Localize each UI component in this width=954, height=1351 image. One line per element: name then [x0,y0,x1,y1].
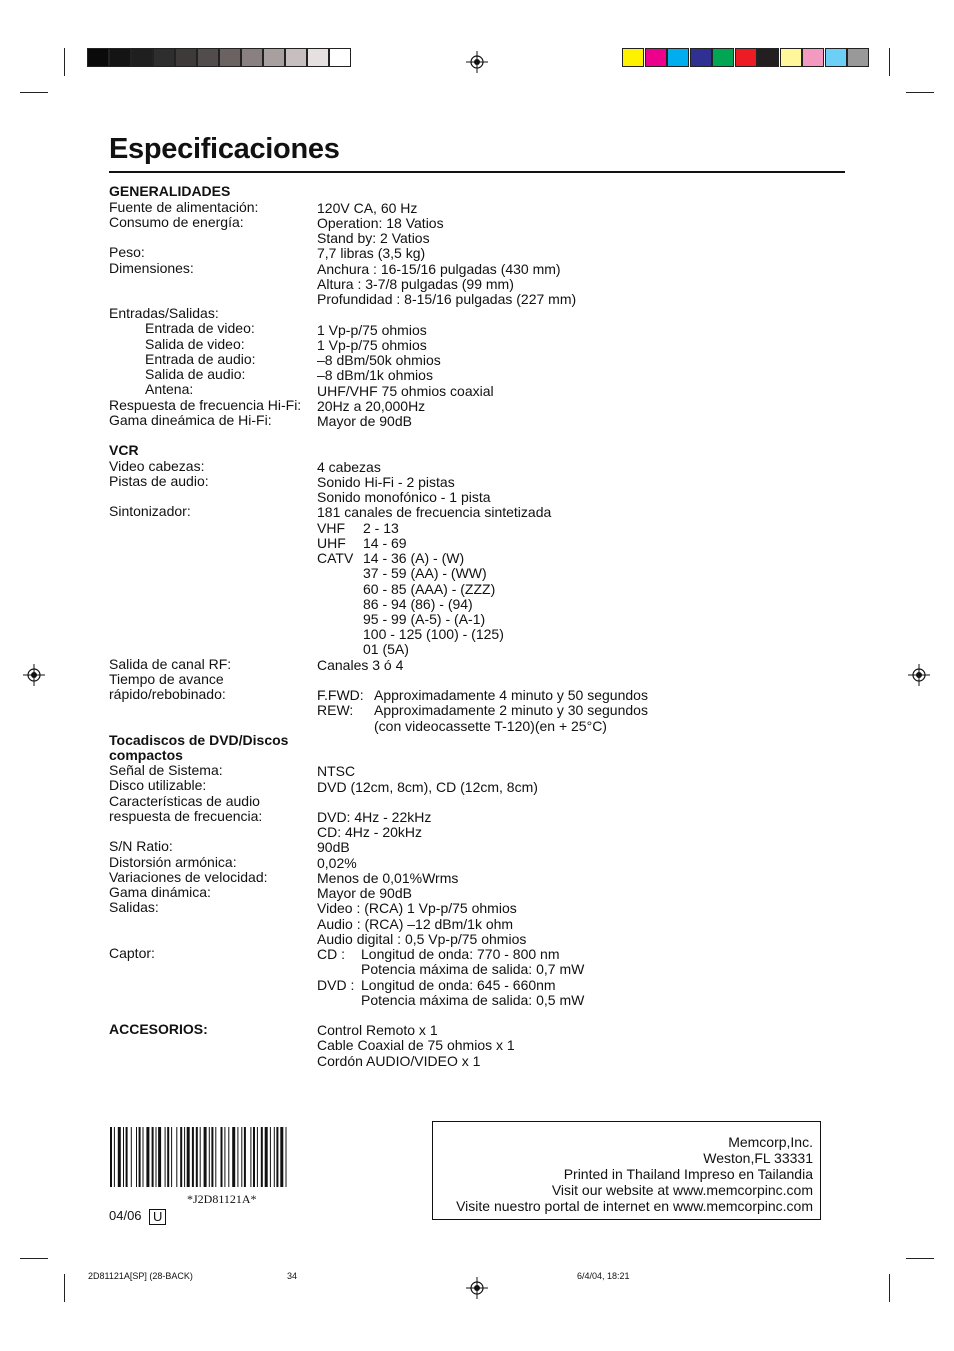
barcode-bar [250,1127,251,1187]
barcode-bar [114,1127,115,1187]
gray-swatch [329,48,351,67]
spec-value: 181 canales de frecuencia sintetizada [317,504,552,520]
gray-swatch [131,48,153,67]
spec-label: Entradas/Salidas: [109,305,219,321]
barcode-bar [196,1127,198,1187]
barcode-bar [139,1127,141,1187]
gray-swatch [197,48,219,67]
spec-value: Sonido Hi-Fi - 2 pistas [317,474,455,490]
barcode-bar [171,1127,172,1187]
spec-label: Señal de Sistema: [109,762,223,778]
spec-label: Antena: [145,381,194,397]
spec-value: CD: 4Hz - 20kHz [317,824,423,840]
spec-value: DVD (12cm, 8cm), CD (12cm, 8cm) [317,779,538,795]
spec-value: NTSC [317,763,356,779]
spec-label: Fuente de alimentación: [109,199,259,215]
color-swatch [802,48,824,67]
spec-value: REW: [317,702,354,718]
footer-page: 34 [287,1271,298,1281]
page-title: Especificaciones [109,133,340,165]
color-swatch [690,48,712,67]
spec-value: Operation: 18 Vatios [317,215,444,231]
spec-label: Características de audio [109,793,260,809]
spec-value: Approximadamente 4 minuto y 50 segundos [374,687,648,703]
spec-value: DVD: 4Hz - 22kHz [317,809,432,825]
barcode-bar [204,1127,207,1187]
spec-label: Video cabezas: [109,458,205,474]
color-swatch [757,48,779,67]
spec-value: Mayor de 90dB [317,413,412,429]
barcode-bar [224,1127,225,1187]
spec-label: respuesta de frecuencia: [109,808,263,824]
crop-mark [64,1274,65,1302]
printed-in: Printed in Thailand Impreso en Tailandia [563,1166,813,1182]
barcode-bar [110,1127,112,1187]
gray-swatch [87,48,109,67]
band-range: 14 - 69 [363,535,407,551]
color-swatch [780,48,802,67]
spec-label: Peso: [109,244,145,260]
crop-mark [889,48,890,76]
gray-swatch [109,48,131,67]
spec-value: DVD : [317,977,355,993]
crop-mark [889,1274,890,1302]
barcode-bar [237,1127,238,1187]
gray-swatch [285,48,307,67]
registration-mark-icon [466,51,488,73]
barcode-bar [192,1127,194,1187]
gray-swatch [307,48,329,67]
band-label: VHF [317,520,345,536]
band-range: 95 - 99 (A-5) - (A-1) [363,611,486,627]
spec-value: 4 cabezas [317,459,381,475]
registration-mark-icon [23,664,45,686]
barcode-bar [276,1127,278,1187]
spec-value: Audio : (RCA) –12 dBm/1k ohm [317,916,514,932]
spec-value: UHF/VHF 75 ohmios coaxial [317,383,494,399]
barcode-bar [136,1127,137,1187]
barcode-bar [280,1127,283,1187]
barcode-bar [211,1127,213,1187]
title-rule [109,171,845,173]
crop-mark [20,92,48,93]
barcode-bar [158,1127,161,1187]
barcode-bar [176,1127,177,1187]
barcode-bar [187,1127,190,1187]
barcode-bar [286,1127,287,1187]
color-swatch [735,48,757,67]
spec-value: Longitud de onda: 770 - 800 nm [361,946,560,962]
spec-value: Cordón AUDIO/VIDEO x 1 [317,1053,481,1069]
gray-swatch [219,48,241,67]
spec-label: Salida de video: [145,336,245,352]
footer-file: 2D81121A[SP] (28-BACK) [88,1271,193,1281]
color-swatch [712,48,734,67]
gray-swatch [153,48,175,67]
barcode-bar [253,1127,255,1187]
registration-mark-icon [908,664,930,686]
color-swatch [825,48,847,67]
barcode-bar [241,1127,242,1187]
spec-label: Entrada de video: [145,320,255,336]
company-name: Memcorp,Inc. [728,1134,813,1150]
spec-value: Stand by: 2 Vatios [317,230,430,246]
spec-label: Salida de audio: [145,366,246,382]
company-city: Weston,FL 33331 [703,1150,813,1166]
barcode-text: *J2D81121A* [187,1192,257,1206]
barcode-bar [180,1127,182,1187]
barcode-bar [123,1127,124,1187]
barcode-bar [156,1127,157,1187]
barcode-bar [261,1127,263,1187]
gray-swatch [175,48,197,67]
spec-label: Variaciones de velocidad: [109,869,268,885]
band-range: 60 - 85 (AAA) - (ZZZ) [363,581,496,597]
spec-value: 7,7 libras (3,5 kg) [317,245,426,261]
spec-value: –8 dBm/50k ohmios [317,352,441,368]
band-label: UHF [317,535,346,551]
footer-date: 6/4/04, 18:21 [577,1271,630,1281]
color-swatch [847,48,869,67]
spec-label: Gama dineámica de Hi-Fi: [109,412,272,428]
crop-mark [906,1258,934,1259]
barcode-bar [152,1127,154,1187]
band-range: 100 - 125 (100) - (125) [363,626,504,642]
crop-mark [906,92,934,93]
spec-value: F.FWD: [317,687,364,703]
spec-value: Control Remoto x 1 [317,1022,438,1038]
spec-label: Disco utilizable: [109,777,207,793]
barcode-bar [126,1127,128,1187]
band-range: 86 - 94 (86) - (94) [363,596,473,612]
registration-mark-icon [466,1277,488,1299]
barcode-bar [232,1127,235,1187]
barcode-bar [221,1127,223,1187]
barcode-bar [244,1127,246,1187]
barcode-bar [165,1127,166,1187]
spec-label: Consumo de energía: [109,214,244,230]
barcode-bar [228,1127,229,1187]
crop-mark [64,48,65,76]
spec-label: Salida de canal RF: [109,656,232,672]
band-range: 01 (5A) [363,641,409,657]
spec-label: Tiempo de avance [109,671,224,687]
spec-label: Respuesta de frecuencia Hi-Fi: [109,397,302,413]
section-heading: GENERALIDADES [109,183,231,199]
barcode-bar [131,1127,132,1187]
barcode-bar [167,1127,169,1187]
website-en: Visit our website at www.memcorpinc.com [551,1182,813,1198]
spec-value: Potencia máxima de salida: 0,5 mW [361,992,585,1008]
spec-label: rápido/rebobinado: [109,686,226,702]
spec-label: Dimensiones: [109,260,194,276]
spec-value: 90dB [317,839,350,855]
spec-value: 20Hz a 20,000Hz [317,398,426,414]
barcode-bar [209,1127,210,1187]
section-heading: VCR [109,442,139,458]
spec-label: Pistas de audio: [109,473,209,489]
barcode-bar [200,1127,201,1187]
spec-value: Sonido monofónico - 1 pista [317,489,491,505]
barcode-bar [146,1127,149,1187]
spec-value: Canales 3 ó 4 [317,657,404,673]
spec-value: Cable Coaxial de 75 ohmios x 1 [317,1037,515,1053]
band-label: CATV [317,550,354,566]
spec-value: Anchura : 16-15/16 pulgadas (430 mm) [317,261,561,277]
color-swatch [645,48,667,67]
spec-value: 120V CA, 60 Hz [317,200,418,216]
color-swatch [622,48,644,67]
barcode-bar [257,1127,258,1187]
section-heading: ACCESORIOS: [109,1021,208,1037]
band-range: 37 - 59 (AA) - (WW) [363,565,487,581]
section-heading-text: Tocadiscos de DVD/Discos compactos [109,732,289,763]
spec-value: (con videocassette T-120)(en + 25°C) [374,718,607,734]
company-box [432,1121,821,1220]
section-heading [109,733,309,763]
spec-value: Potencia máxima de salida: 0,7 mW [361,961,585,977]
website-es: Visite nuestro portal de internet en www.memcorpinc.com [456,1198,813,1214]
spec-value: 1 Vp-p/75 ohmios [317,322,427,338]
spec-value: Menos de 0,01%Wrms [317,870,459,886]
spec-label: S/N Ratio: [109,838,173,854]
spec-value: Audio digital : 0,5 Vp-p/75 ohmios [317,931,527,947]
gray-swatch [263,48,285,67]
print-mark: U [149,1209,166,1225]
color-swatch [667,48,689,67]
spec-value: 0,02% [317,855,357,871]
print-date: 04/06 [109,1208,142,1223]
crop-mark [20,1258,48,1259]
barcode-bar [274,1127,275,1187]
spec-value: 1 Vp-p/75 ohmios [317,337,427,353]
spec-label: Entrada de audio: [145,351,256,367]
spec-label: Salidas: [109,899,159,915]
spec-value: CD : [317,946,345,962]
spec-value: Profundidad : 8-15/16 pulgadas (227 mm) [317,291,577,307]
spec-value: Video : (RCA) 1 Vp-p/75 ohmios [317,900,517,916]
band-range: 2 - 13 [363,520,399,536]
spec-label: Gama dinámica: [109,884,211,900]
spec-value: –8 dBm/1k ohmios [317,367,433,383]
barcode-bar [215,1127,216,1187]
spec-value: Approximadamente 2 minuto y 30 segundos [374,702,648,718]
barcode-bar [184,1127,185,1187]
spec-value: Mayor de 90dB [317,885,412,901]
spec-label: Sintonizador: [109,503,191,519]
barcode [110,1127,340,1187]
gray-swatch [241,48,263,67]
spec-label: Captor: [109,945,155,961]
spec-value: Longitud de onda: 645 - 660nm [361,977,556,993]
barcode-bar [118,1127,121,1187]
band-range: 14 - 36 (A) - (W) [363,550,465,566]
spec-label: Distorsión armónica: [109,854,237,870]
barcode-bar [270,1127,271,1187]
spec-value: Altura : 3-7/8 pulgadas (99 mm) [317,276,514,292]
barcode-bar [143,1127,144,1187]
barcode-bar [265,1127,268,1187]
